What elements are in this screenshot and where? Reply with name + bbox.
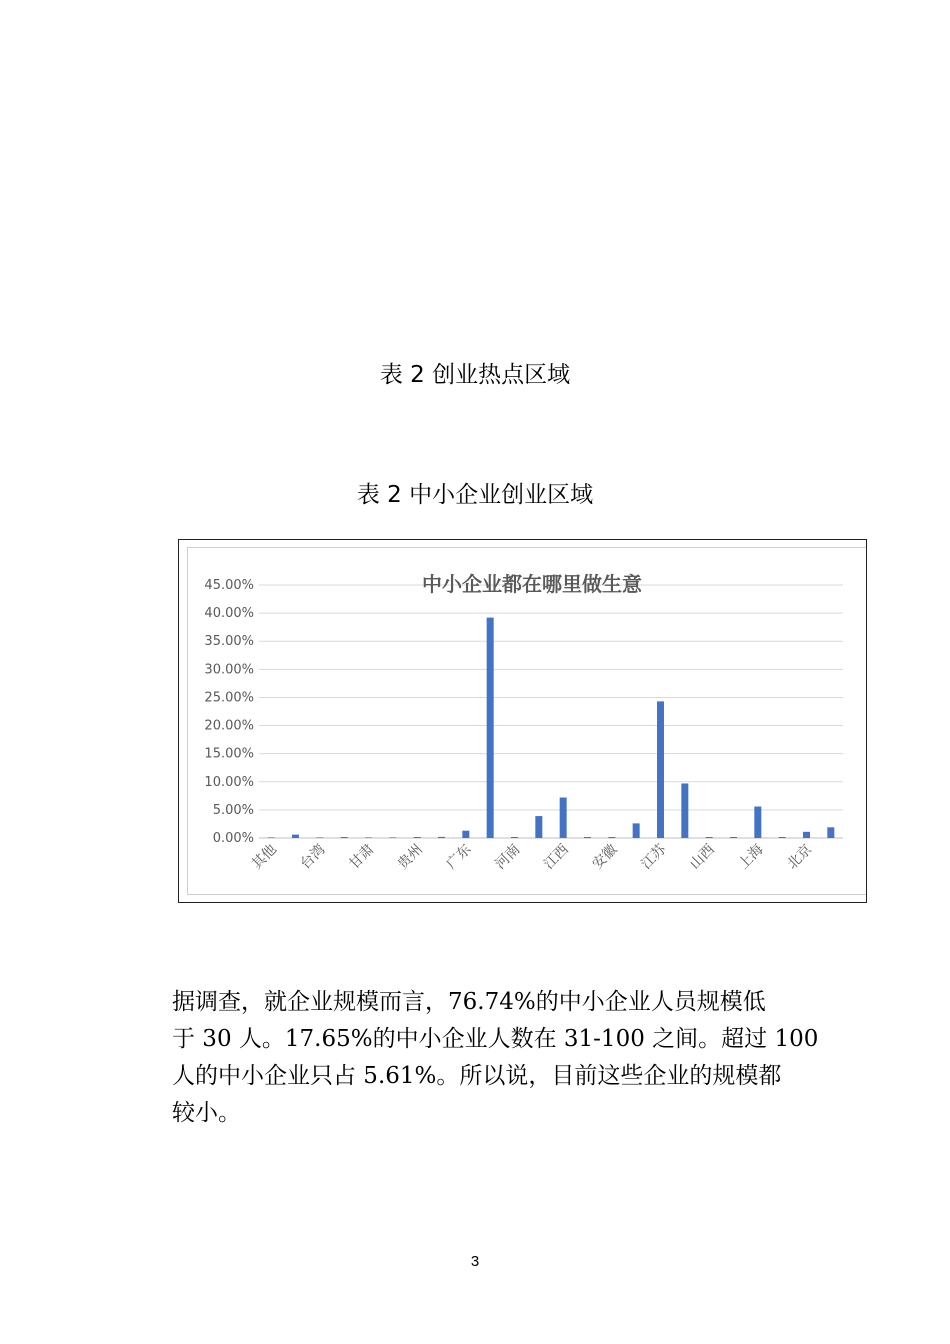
table-caption-1: 表 2 创业热点区域 (379, 362, 571, 388)
bar (389, 837, 396, 838)
paragraph-line: 较小。 (172, 1100, 241, 1126)
bar (754, 807, 761, 838)
x-tick-label: 安徽 (589, 841, 621, 873)
table-caption-2: 表 2 中小企业创业区域 (356, 482, 594, 508)
bar (633, 823, 640, 838)
bar (292, 835, 299, 838)
x-tick-label: 上海 (735, 841, 767, 873)
bar (341, 837, 348, 838)
x-tick-label: 其他 (248, 841, 280, 873)
x-tick-label: 江西 (540, 841, 572, 873)
x-tick-label: 台湾 (297, 841, 329, 873)
x-tick-label: 河南 (492, 841, 524, 873)
x-tick-label: 贵州 (394, 841, 426, 873)
x-tick-label: 江苏 (638, 841, 670, 873)
bar (268, 837, 275, 838)
x-tick-label: 广东 (443, 841, 475, 873)
y-tick-label: 5.00% (212, 802, 254, 818)
y-tick-label: 10.00% (204, 774, 254, 790)
bar-chart (179, 540, 868, 904)
y-tick-label: 30.00% (204, 662, 254, 678)
page-number: 3 (470, 1253, 480, 1270)
y-tick-label: 45.00% (204, 578, 254, 593)
body-paragraph (172, 984, 832, 1132)
bar (487, 618, 494, 838)
x-tick-label: 山西 (686, 841, 718, 873)
bar (706, 837, 713, 838)
bar (803, 832, 810, 838)
bar (657, 701, 664, 838)
bar (365, 837, 372, 838)
bar (779, 837, 786, 838)
paragraph-line: 于 30 人。17.65%的中小企业人数在 31-100 之间。超过 100 (172, 1026, 819, 1052)
bar (560, 798, 567, 838)
y-tick-label: 25.00% (204, 690, 254, 706)
y-tick-label: 35.00% (204, 634, 254, 650)
x-tick-label: 甘肃 (346, 841, 378, 873)
bar (511, 837, 518, 838)
paragraph-line: 据调查，就企业规模而言，76.74%的中小企业人员规模低 (172, 989, 766, 1015)
y-tick-label: 40.00% (204, 606, 254, 622)
chart-frame (178, 539, 867, 903)
bar (438, 837, 445, 838)
bar (681, 783, 688, 838)
bar (535, 816, 542, 838)
bar (827, 827, 834, 838)
x-tick-label: 北京 (784, 841, 816, 873)
y-tick-label: 0.00% (212, 831, 254, 846)
bar (462, 831, 469, 838)
y-tick-label: 20.00% (204, 718, 254, 734)
bar (584, 837, 591, 838)
bar (730, 837, 737, 838)
paragraph-line: 人的中小企业只占 5.61%。所以说，目前这些企业的规模都 (172, 1063, 782, 1089)
bar (414, 837, 421, 838)
bar (316, 837, 323, 838)
bar (608, 837, 615, 838)
y-tick-label: 15.00% (204, 746, 254, 762)
chart-title: 中小企业都在哪里做生意 (422, 572, 642, 596)
